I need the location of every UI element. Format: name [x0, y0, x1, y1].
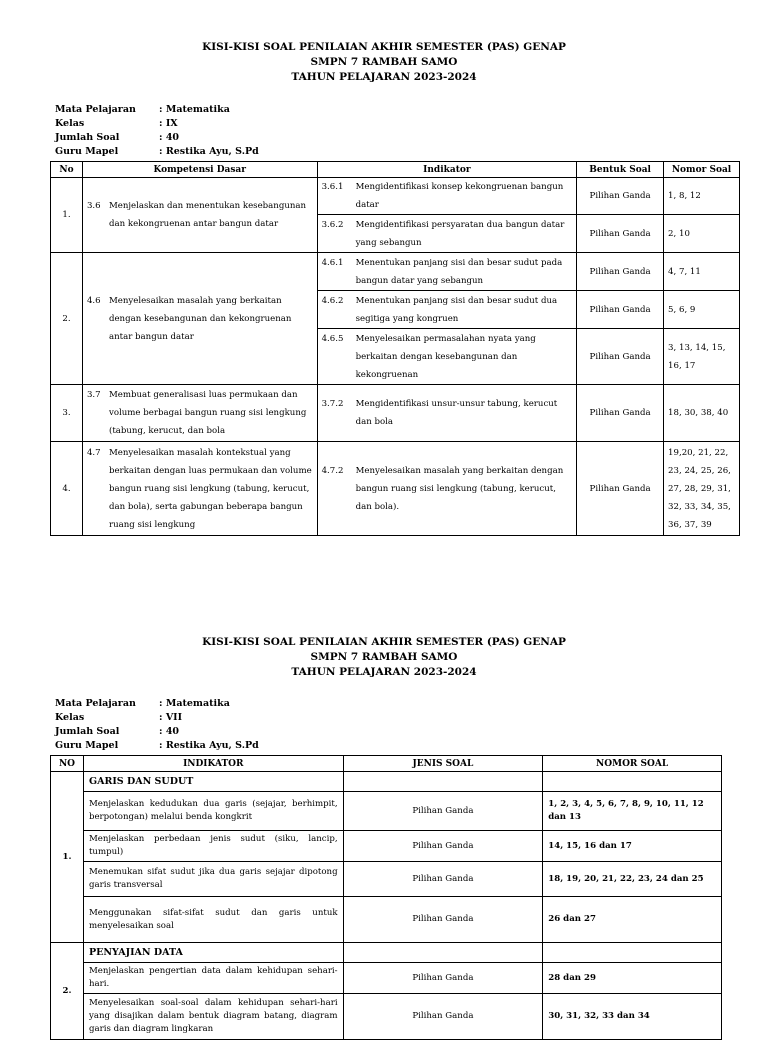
meta-value: : VII	[159, 712, 183, 723]
indikator-text: Menjelaskan pengertian data dalam kehidupan sehari-hari.	[83, 963, 343, 994]
kompetensi-dasar-cell	[82, 442, 317, 536]
nomor-soal-cell: 18, 30, 38, 40	[664, 385, 740, 442]
doc1-title-line-3: TAHUN PELAJARAN 2023-2024	[291, 71, 477, 83]
doc2-title-line-1: KISI-KISI SOAL PENILAIAN AKHIR SEMESTER (PAS) GENAP	[202, 636, 566, 648]
row-number: 1.	[51, 178, 83, 253]
empty-cell	[343, 772, 543, 792]
nomor-soal-cell: 19,20, 21, 22, 23, 24, 25, 26, 27, 28, 29, 31, 32, 33, 34, 35, 36, 37, 39	[664, 442, 740, 536]
doc1-table	[50, 161, 740, 536]
kd-text: Menyelesaikan masalah yang berkaitan dengan kesebangunan dan kekongruenan antar bangun datar	[108, 295, 292, 342]
doc2-title-line-2: SMPN 7 RAMBAH SAMO	[310, 651, 458, 663]
doc1-meta	[55, 103, 259, 159]
empty-cell	[343, 943, 543, 963]
doc2-table	[50, 755, 722, 1040]
bentuk-soal-cell: Pilihan Ganda	[577, 215, 664, 253]
header-kompetensi-dasar: Kompetensi Dasar	[82, 162, 317, 178]
topic-label: GARIS DAN SUDUT	[83, 772, 343, 792]
header-indikator: Indikator	[317, 162, 577, 178]
kd-text: Menjelaskan dan menentukan kesebangunan dan kekongruenan antar bangun datar	[108, 201, 307, 229]
meta-value: : IX	[159, 118, 178, 129]
indikator-text: Menyelesaikan soal-soal dalam kehidupan sehari-hari yang disajikan dalam bentuk diagram batang, diagram garis dan diagram lingkaran	[83, 994, 343, 1040]
header-indikator: INDIKATOR	[83, 756, 343, 772]
table-row	[51, 178, 740, 215]
table-row	[51, 897, 722, 943]
indikator-cell	[317, 442, 577, 536]
table-row	[51, 862, 722, 897]
meta-value: : Matematika	[159, 104, 230, 115]
indikator-text: Menyelesaikan masalah yang berkaitan dengan bangun ruang sisi lengkung (tabung, kerucut, dan bola).	[355, 465, 564, 512]
kd-text: Menyelesaikan masalah kontekstual yang berkaitan dengan luas permukaan dan volume bangun ruang sisi lengkung (tabung, kerucut, dan bola), serta gabungan beberapa bangun ruang sisi lengkung	[108, 447, 312, 530]
kompetensi-dasar-cell	[82, 178, 317, 253]
nomor-soal-cell: 5, 6, 9	[664, 291, 740, 329]
indikator-cell	[317, 178, 577, 215]
indikator-text: Menentukan panjang sisi dan besar sudut pada bangun datar yang sebangun	[355, 257, 563, 286]
kd-number: 3.6	[86, 201, 101, 211]
bentuk-soal-cell: Pilihan Ganda	[577, 253, 664, 291]
table-row	[51, 253, 740, 291]
kompetensi-dasar-cell	[82, 385, 317, 442]
kd-text: Membuat generalisasi luas permukaan dan volume berbagai bangun ruang sisi lengkung (tabung, kerucut, dan bola	[108, 390, 307, 436]
nomor-soal-cell: 2, 10	[664, 215, 740, 253]
empty-cell	[543, 943, 722, 963]
table-row	[51, 994, 722, 1040]
bentuk-soal-cell: Pilihan Ganda	[577, 178, 664, 215]
indikator-text: Menemukan sifat sudut jika dua garis sejajar dipotong garis transversal	[83, 862, 343, 897]
jenis-soal-cell: Pilihan Ganda	[343, 831, 543, 862]
indikator-cell	[317, 253, 577, 291]
doc1-title	[0, 40, 768, 85]
empty-cell	[543, 772, 722, 792]
jenis-soal-cell: Pilihan Ganda	[343, 897, 543, 943]
meta-key: Guru Mapel	[55, 146, 119, 157]
indikator-text: Menjelaskan kedudukan dua garis (sejajar, berhimpit, berpotongan) melalui benda kongkrit	[83, 792, 343, 831]
kd-number: 4.6	[86, 295, 101, 306]
row-number: 2.	[51, 943, 84, 1040]
meta-key: Jumlah Soal	[55, 132, 120, 143]
bentuk-soal-cell: Pilihan Ganda	[577, 291, 664, 329]
table-row	[51, 831, 722, 862]
row-number: 2.	[51, 253, 83, 385]
doc2-title	[0, 635, 768, 680]
indikator-number: 3.7.2	[321, 399, 344, 409]
row-number: 4.	[51, 442, 83, 536]
table-row	[51, 385, 740, 442]
bentuk-soal-cell: Pilihan Ganda	[577, 329, 664, 385]
indikator-cell	[317, 385, 577, 442]
row-number: 1.	[51, 772, 84, 943]
indikator-cell	[317, 215, 577, 253]
indikator-cell	[317, 291, 577, 329]
row-number: 3.	[51, 385, 83, 442]
meta-value: : Restika Ayu, S.Pd	[159, 146, 259, 157]
nomor-soal-cell: 26 dan 27	[543, 897, 722, 943]
nomor-soal-cell: 3, 13, 14, 15, 16, 17	[664, 329, 740, 385]
meta-value: : Matematika	[159, 698, 230, 709]
nomor-soal-cell: 30, 31, 32, 33 dan 34	[543, 994, 722, 1040]
table-row	[51, 792, 722, 831]
indikator-number: 4.6.1	[321, 257, 344, 268]
meta-key: Mata Pelajaran	[55, 698, 136, 709]
header-bentuk-soal: Bentuk Soal	[577, 162, 664, 178]
doc1-title-line-1: KISI-KISI SOAL PENILAIAN AKHIR SEMESTER (PAS) GENAP	[202, 41, 566, 53]
topic-row	[51, 943, 722, 963]
nomor-soal-cell: 4, 7, 11	[664, 253, 740, 291]
indikator-number: 4.6.2	[321, 295, 344, 306]
indikator-text: Menentukan panjang sisi dan besar sudut dua segitiga yang kongruen	[355, 295, 558, 324]
jenis-soal-cell: Pilihan Ganda	[343, 792, 543, 831]
indikator-cell	[317, 329, 577, 385]
bentuk-soal-cell: Pilihan Ganda	[577, 385, 664, 442]
meta-value: : 40	[159, 726, 180, 737]
indikator-number: 4.7.2	[321, 465, 344, 476]
indikator-text: Menggunakan sifat-sifat sudut dan garis untuk menyelesaikan soal	[83, 897, 343, 943]
table-row	[51, 442, 740, 536]
meta-value: : 40	[159, 132, 180, 143]
meta-key: Jumlah Soal	[55, 726, 120, 737]
header-no: NO	[51, 756, 84, 772]
meta-key: Mata Pelajaran	[55, 104, 136, 115]
topic-label: PENYAJIAN DATA	[83, 943, 343, 963]
document-2	[0, 635, 768, 680]
header-no: No	[51, 162, 83, 178]
indikator-number: 3.6.1	[321, 182, 344, 192]
document-1	[0, 40, 768, 85]
kd-number: 3.7	[86, 390, 101, 400]
nomor-soal-cell: 28 dan 29	[543, 963, 722, 994]
doc2-meta	[55, 697, 259, 753]
nomor-soal-cell: 1, 2, 3, 4, 5, 6, 7, 8, 9, 10, 11, 12 dan 13	[543, 792, 722, 831]
header-jenis-soal: JENIS SOAL	[343, 756, 543, 772]
header-nomor-soal: Nomor Soal	[664, 162, 740, 178]
table-row	[51, 963, 722, 994]
meta-value: : Restika Ayu, S.Pd	[159, 740, 259, 751]
kd-number: 4.7	[86, 447, 101, 458]
indikator-number: 4.6.5	[321, 333, 344, 344]
doc1-title-line-2: SMPN 7 RAMBAH SAMO	[310, 56, 458, 68]
indikator-text: Menjelaskan perbedaan jenis sudut (siku, lancip, tumpul)	[83, 831, 343, 862]
indikator-text: Mengidentifikasi unsur-unsur tabung, kerucut dan bola	[355, 399, 558, 427]
meta-key: Kelas	[55, 118, 85, 129]
indikator-number: 3.6.2	[321, 219, 344, 230]
nomor-soal-cell: 18, 19, 20, 21, 22, 23, 24 dan 25	[543, 862, 722, 897]
jenis-soal-cell: Pilihan Ganda	[343, 994, 543, 1040]
meta-key: Guru Mapel	[55, 740, 119, 751]
indikator-text: Mengidentifikasi konsep kekongruenan bangun datar	[355, 182, 564, 210]
topic-row	[51, 772, 722, 792]
nomor-soal-cell: 14, 15, 16 dan 17	[543, 831, 722, 862]
bentuk-soal-cell: Pilihan Ganda	[577, 442, 664, 536]
kompetensi-dasar-cell	[82, 253, 317, 385]
nomor-soal-cell: 1, 8, 12	[664, 178, 740, 215]
jenis-soal-cell: Pilihan Ganda	[343, 963, 543, 994]
indikator-text: Menyelesaikan permasalahan nyata yang berkaitan dengan kesebangunan dan kekongruenan	[355, 333, 536, 380]
header-nomor-soal: NOMOR SOAL	[543, 756, 722, 772]
indikator-text: Mengidentifikasi persyaratan dua bangun datar yang sebangun	[355, 219, 565, 248]
meta-key: Kelas	[55, 712, 85, 723]
jenis-soal-cell: Pilihan Ganda	[343, 862, 543, 897]
doc2-title-line-3: TAHUN PELAJARAN 2023-2024	[291, 666, 477, 678]
